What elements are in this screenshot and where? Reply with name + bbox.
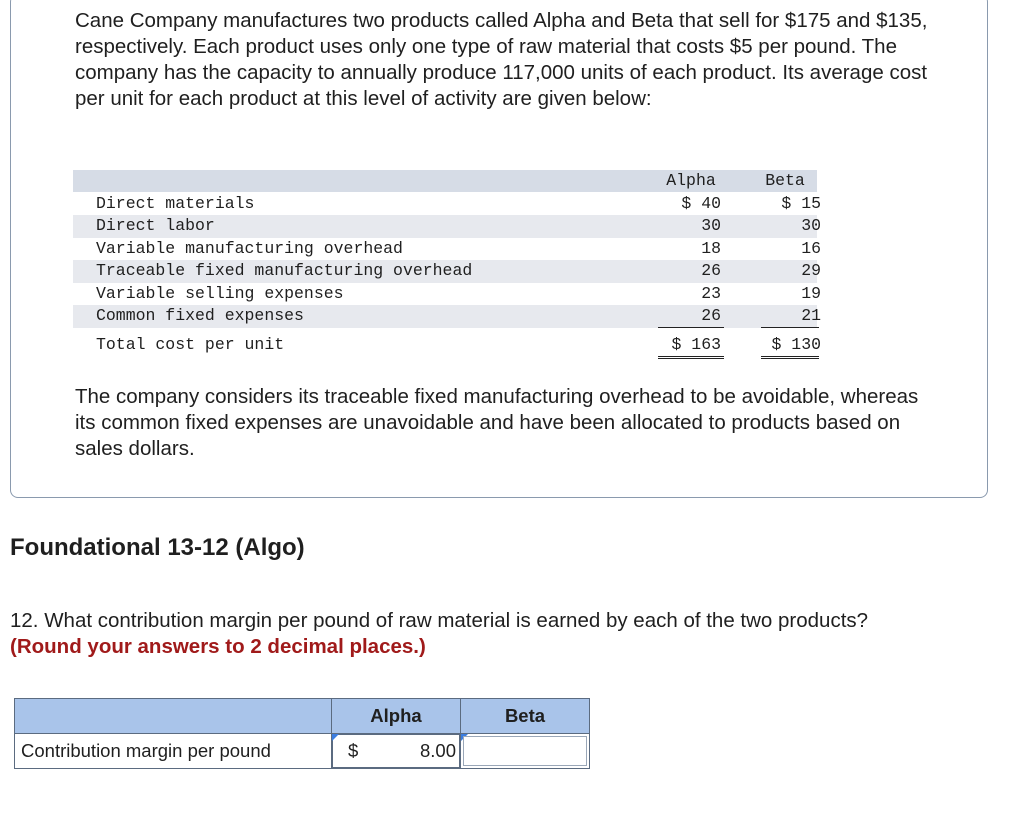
subtotal-rule-beta xyxy=(761,327,819,328)
cost-row-label: Traceable fixed manufacturing overhead xyxy=(96,261,473,280)
section-title: Foundational 13-12 (Algo) xyxy=(10,534,305,561)
cost-row-label: Variable selling expenses xyxy=(96,283,344,303)
cost-row-label: Direct materials xyxy=(96,193,255,213)
cost-total-alpha: $ 163 xyxy=(671,334,721,354)
cost-col-beta: Beta xyxy=(765,171,805,190)
cost-table-header xyxy=(73,170,817,193)
cost-per-unit-table xyxy=(73,170,821,356)
cost-alpha-value: 26 xyxy=(701,261,721,280)
answer-row xyxy=(15,734,590,769)
cost-row-total xyxy=(73,334,821,357)
beta-answer-wrap[interactable] xyxy=(461,734,589,768)
cost-total-beta: $ 130 xyxy=(771,334,821,354)
cost-row-variable-mfg-overhead xyxy=(73,238,821,261)
problem-note: The company considers its traceable fixed manufacturing overhead to be avoidable, whereas its common fixed expenses are unavoidable and have been allocated to products based on sales dollars. xyxy=(75,385,919,460)
cost-row-label: Common fixed expenses xyxy=(96,306,304,325)
rounding-hint: (Round your answers to 2 decimal places.) xyxy=(10,635,426,658)
total-double-rule-alpha xyxy=(658,356,724,359)
beta-answer-cell[interactable] xyxy=(461,734,590,769)
cost-alpha-value: $ 40 xyxy=(681,193,721,213)
cost-row-variable-selling xyxy=(73,283,821,306)
answer-col-beta: Beta xyxy=(461,699,590,734)
cost-col-alpha: Alpha xyxy=(666,171,716,190)
question-prompt: 12. What contribution margin per pound of raw material is earned by each of the two products? xyxy=(10,609,869,632)
cost-alpha-value: 26 xyxy=(701,306,721,325)
cost-row-direct-materials xyxy=(73,193,821,216)
cost-row-direct-labor xyxy=(73,215,821,238)
answer-col-alpha: Alpha xyxy=(332,699,461,734)
cost-total-label: Total cost per unit xyxy=(96,334,285,354)
cost-row-label: Direct labor xyxy=(96,216,215,235)
answer-header-blank xyxy=(15,699,332,734)
answer-header-row xyxy=(15,699,590,734)
cost-beta-value: 29 xyxy=(801,261,821,280)
cost-beta-value: 30 xyxy=(801,216,821,235)
cost-alpha-value: 18 xyxy=(701,238,721,258)
alpha-answer-value[interactable]: 8.00 xyxy=(419,740,456,761)
cost-alpha-value: 23 xyxy=(701,283,721,303)
beta-answer-input[interactable] xyxy=(463,736,587,766)
alpha-answer-cell[interactable] xyxy=(332,734,461,769)
cost-alpha-value: 30 xyxy=(701,216,721,235)
answer-row-label: Contribution margin per pound xyxy=(15,734,332,769)
total-double-rule-beta xyxy=(761,356,819,359)
cost-beta-value: 19 xyxy=(801,283,821,303)
question-text xyxy=(10,608,1010,660)
cost-beta-value: 16 xyxy=(801,238,821,258)
cost-row-traceable-fixed-overhead xyxy=(73,260,821,283)
cost-beta-value: 21 xyxy=(801,306,821,325)
problem-intro: Cane Company manufactures two products called Alpha and Beta that sell for $175 and $135, respectively. Each product uses only one type of raw material that costs $5 per pound. The company has the capacity to annually produce 117,000 units of each product. Its average cost per unit for each product at this level of activity are given below: xyxy=(75,9,928,110)
alpha-currency: $ xyxy=(348,740,359,761)
cost-beta-value: $ 15 xyxy=(781,193,821,213)
cost-row-label: Variable manufacturing overhead xyxy=(96,238,403,258)
answer-table xyxy=(14,698,590,769)
alpha-answer-wrap[interactable] xyxy=(332,734,460,768)
answer-flag-icon xyxy=(332,734,339,741)
cost-row-common-fixed xyxy=(73,305,821,328)
subtotal-rule-alpha xyxy=(658,327,724,328)
